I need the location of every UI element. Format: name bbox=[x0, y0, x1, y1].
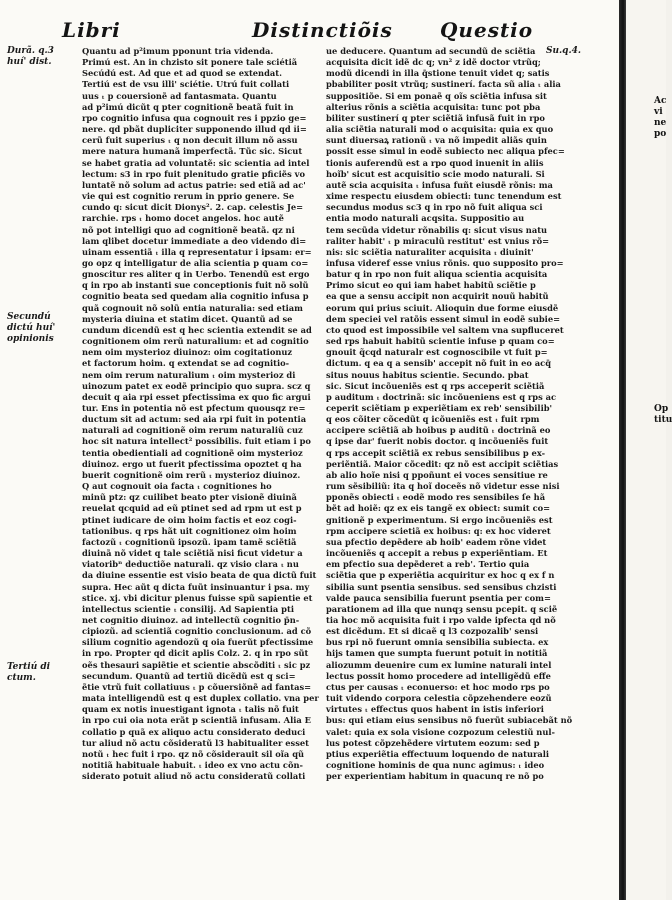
text-line: Quantu ad p²imum pponunt tria videnda. bbox=[82, 46, 274, 56]
text-line: cognitio beata sed quedam alia cognitio infusa p bbox=[82, 291, 309, 302]
text-line: dictum. q ea q a sensib' accepit nõ fuit in eo acq̄ bbox=[326, 358, 552, 369]
text-line: hijs tamen que sumpta fuerunt potuit in notitiã bbox=[326, 648, 548, 659]
text-line: q in rpo ab instanti sue conceptionis fuit nõ solũ bbox=[82, 280, 309, 291]
text-line: entia modo naturali acqsita. Suppositio au bbox=[326, 213, 525, 224]
text-line: buerit cognitionẽ oim rerũ ₜ mysterioz diuinoz. bbox=[82, 469, 301, 480]
text-line: go opz q intelligatur de alia scientia p quam co= bbox=[82, 257, 309, 268]
text-line: diuinã nõ videt q tale sciẽtiã nisi ficut videtur a bbox=[82, 548, 303, 559]
text-line: q rps accepit sciẽtiã ex rebus sensibilibus p ex- bbox=[326, 447, 546, 458]
text-line: stice. xj. vbi dicitur plenus fuisse spũ sapientie et bbox=[82, 592, 313, 603]
text-line: ea que a sensu accipit non acquirit nouũ habitũ bbox=[326, 291, 549, 302]
text-line: mata intelligendũ est q est duplex collatio. vna per bbox=[82, 693, 319, 704]
text-line: eorum qui prius sciuit. Alioquin due forme eiusdẽ bbox=[326, 302, 559, 313]
text-line: naturali ad cognitionẽ oim rerum naturaliũ cuz bbox=[82, 425, 303, 436]
facing-fragment-b: Op titu bbox=[654, 404, 672, 425]
text-line: factozũ ₜ cognitionũ ipsozũ. ipam tamẽ sciẽtiã bbox=[82, 536, 297, 547]
text-line: sed rps habuit habitũ scientie infuse p quam co= bbox=[326, 336, 555, 347]
text-line: Primo sicut eo qui iam habet habitũ sciẽtie p bbox=[326, 280, 536, 291]
text-column-left bbox=[82, 46, 319, 782]
text-line: gnitionẽ p experimentum. Si ergo incõueniẽs est bbox=[326, 514, 553, 525]
text-line: parationem ad illa que nunqȝ sensu pcepit. q sciẽ bbox=[326, 603, 558, 614]
text-line: dem speciei vel ratõis essent simul in eodẽ subie= bbox=[326, 313, 561, 324]
text-line: rpm accipere scietiã ex hoibus: q: ex hoc videret bbox=[326, 525, 551, 536]
text-line: cognitionem oim rerũ naturalium: et ad cognitio bbox=[82, 336, 309, 347]
text-line: decuit q aia rpi esset pfectissima ex quo fic argui bbox=[82, 391, 311, 402]
text-line: autẽ scia acquisita ₜ infusa fuñt eiusdẽ rõnis: ma bbox=[326, 179, 553, 190]
text-line: ad p²imú dicũt q pter cognitionẽ beatã fuit in bbox=[82, 101, 294, 112]
text-line: et factorum hoim. q extendat se ad cognitio- bbox=[82, 358, 290, 369]
facing-fragment-a: Ac vi ne po bbox=[654, 96, 667, 139]
text-line: supra. Hec aũt q dicta fuũt insinuantur i psa. my bbox=[82, 581, 310, 592]
text-line: ẽtie vtrũ fuit collatiuus ₜ p cõuersiõnẽ ad fantas= bbox=[82, 681, 312, 692]
text-line: da diuine essentie est visio beata de qua dictũ fuit bbox=[82, 570, 317, 581]
text-line: notũ ₜ hec fuit i rpo. qz nõ cõsiderauit sil oĩa qũ bbox=[82, 748, 305, 759]
text-line: ductum sit ad actum: sed aia rpi fuit in potentia bbox=[82, 414, 307, 425]
text-line: accipere sciẽtiã ab hoibus p auditũ ₜ doctrinã eo bbox=[326, 425, 551, 436]
text-line: ctus per causas ₜ econuerso: et hoc modo rps po bbox=[326, 681, 550, 692]
text-line: pponẽs obiecti ₜ eodẽ modo res sensibiles ſe hã bbox=[326, 492, 546, 503]
text-line: uus ₜ p couersionẽ ad fantasmata. Quantu bbox=[82, 90, 277, 101]
text-line: hoĩb' sicut est acquisitio scie modo naturali. Si bbox=[326, 168, 545, 179]
text-line: intellectus scientie ₜ consilij. Ad Sapientia pti bbox=[82, 603, 294, 614]
text-line: valet: quia ex sola visione cozpozum celestiũ nul- bbox=[326, 726, 555, 737]
text-line: minũ ptz: qz cuilibet beato pter visionẽ diuinã bbox=[82, 492, 297, 503]
text-line: virtutes ₜ effectus quos habent in istis inferiori bbox=[326, 704, 544, 715]
text-line: Secúdú est. Ad que et ad quod se extendat. bbox=[82, 68, 282, 79]
text-line: oẽs thesauri sapiẽtie et scientie abscõditi ₜ sic pz bbox=[82, 659, 311, 670]
header-middle: Distinctiõis bbox=[252, 18, 393, 42]
text-line: tionis auferendũ est a rpo quod inuenit in aliis bbox=[326, 157, 544, 168]
text-line: sibilia sunt psentia sensibus. sed sensibus chzisti bbox=[326, 581, 557, 592]
text-line: raliter habit' ₜ p miraculũ restitut' est vnius rõ= bbox=[326, 235, 550, 246]
text-line: cundo q: sicut dicit Dionys². 2. cap. celestis Je= bbox=[82, 202, 304, 213]
text-line: uinam essentiã ₜ illa q representatur i ipsam: er= bbox=[82, 246, 312, 257]
text-line: cipiozũ. ad scientiã cognitio conclusionum. ad cõ bbox=[82, 626, 312, 637]
text-line: nere. qd pbãt dupliciter supponendo illud qd i̇i= bbox=[82, 124, 307, 135]
text-line: siderato potuit aliud nõ actu consideratũ collati bbox=[82, 771, 306, 782]
text-line: nem oim rerum naturalium ₜ oim mysterioz di bbox=[82, 369, 296, 380]
text-line: suppositiõe. Si em ponaẽ q oĩs sciẽtia infusa sit bbox=[326, 90, 547, 101]
text-line: viatoribⁿ deductiõe naturali. qz visio clara ₜ nu bbox=[82, 559, 299, 570]
text-line: lus potest cõpzehẽdere virtutem eozum: sed p bbox=[326, 737, 540, 748]
margin-note-secundum: Secundú dictú huí' opinionis bbox=[7, 312, 56, 344]
text-line: bus: qui etiam eius sensibus nõ fuerũt subiacebãt nõ bbox=[326, 715, 573, 726]
margin-note-summa: Su.q.4. bbox=[546, 46, 581, 56]
text-line: secundus modus sc3 q in rpo nõ fuit aliqua sci bbox=[326, 202, 543, 213]
text-line: se habet gratia ad voluntatẽ: sic scientia ad intel bbox=[82, 157, 310, 168]
text-line: possit esse simul in eodẽ subiecto nec aliqua pfec= bbox=[326, 146, 565, 157]
running-header bbox=[0, 18, 620, 40]
text-line: silium cognitio agendozũ q oia fuerũt pfectissime bbox=[82, 637, 314, 648]
margin-note-tertium: Tertiú di ctum. bbox=[7, 662, 51, 683]
text-line: p auditum ₜ doctrinã: sic incõueniens est q rps ac bbox=[326, 391, 557, 402]
text-line: incõueniẽs q accepit a rebus p experiẽntiam. Et bbox=[326, 548, 548, 559]
text-line: ceperit sciẽtiam p experiẽtiam ex reb' sensibilib' bbox=[326, 403, 553, 413]
text-line: in rpo cui oia nota erãt p scientiã infusam. Alia E bbox=[82, 715, 311, 726]
text-line: q eos cõiter cõcedũt q icõueniẽs est ₜ fuit rpm bbox=[326, 414, 540, 425]
text-line: sua pfectio depẽdere ab hoib' eadem rõne videt bbox=[326, 536, 547, 547]
text-line: cerũ fuit superius ₜ q non decuit illum nõ assu bbox=[82, 135, 298, 146]
margin-note-durandus: Durã. q.3 huí' dist. bbox=[7, 46, 54, 67]
header-left: Libri bbox=[62, 18, 121, 42]
text-line: tuit videndo corpora celestia cõpzehendere eozũ bbox=[326, 693, 552, 704]
text-line: secundum. Quantũ ad tertiũ dicẽdũ est q sci= bbox=[82, 670, 296, 681]
text-line: rum sẽsibiliũ: ita q hoĩ doceẽs nõ videtur esse nisi bbox=[326, 481, 560, 492]
text-line: net cognitio diuinoz. ad intellectũ cognitio p̄n- bbox=[82, 614, 300, 625]
text-line: sciẽtia que p experiẽtia acquiritur ex hoc q ex f n bbox=[326, 570, 555, 581]
facing-page bbox=[626, 0, 672, 900]
text-line: collatio p quã ex aliquo actu considerato deduci bbox=[82, 726, 306, 737]
text-line: tentia obedientiali ad cognitionẽ oim mysterioz bbox=[82, 447, 303, 458]
text-line: hoc sit natura intellect² possibilis. fuit etiam i po bbox=[82, 436, 311, 447]
text-line: uinozum patet ex eodẽ principio quo supra. scz q bbox=[82, 380, 311, 391]
text-line: lam qlibet docetur immediate a deo videndo di= bbox=[82, 235, 307, 246]
text-line: rarchie. rps ₜ homo docet angelos. hoc autẽ bbox=[82, 213, 284, 224]
text-line: nem oim mysterioz diuinoz: oim cogitationuz bbox=[82, 347, 293, 358]
text-line: em pfectio sua depẽderet a reb'. Tertio quia bbox=[326, 559, 530, 570]
text-line: valde pauca sensibilia fuerunt psentia per com= bbox=[326, 592, 551, 603]
text-line: diuinoz. ergo ut fuerit pfectissima opoztet q ha bbox=[82, 458, 302, 469]
text-line: Tertiú est de vsu illi' sciétie. Utrú fuit collati bbox=[82, 79, 290, 90]
text-line: Q aut cognouit oia facta ₜ cognitiones ho bbox=[82, 481, 272, 492]
text-line: acquisita dicit idẽ dc q; vn² z idẽ doctor vtrũq; bbox=[326, 57, 541, 68]
text-line: biliter sustinerí q pter sciẽtiã infusã fuit in rpo bbox=[326, 112, 545, 123]
text-line: sunt diuersaꝝ rationũ ₜ va nõ impedit aliãs quin bbox=[326, 135, 547, 146]
text-line: infusa videref esse vnius rõnis. quo supposito pro= bbox=[326, 257, 564, 268]
text-line: ptius experiẽtia effectuum loquendo de naturali bbox=[326, 748, 550, 759]
text-line: pbabiliter posit vtrũq; sustinerí. facta sũ alia ₜ alia bbox=[326, 79, 561, 90]
text-line: cto quod est impossibile vel saltem vna supfluceret bbox=[326, 324, 564, 335]
text-line: notitiã habituale habuit. ₜ ideo ex vno actu cõn- bbox=[82, 760, 303, 770]
text-line: luntatẽ nõ solum ad actus patrie: sed etiã ad ac' bbox=[82, 179, 306, 190]
text-line: alterius rõnis a sciẽtia acquisita: tunc pot pba bbox=[326, 101, 541, 112]
text-line: bẽt ad hoiẽ: qz ex eis tangẽ ex obiect: sumit co= bbox=[326, 503, 551, 514]
text-line: tia hoc mõ acquisita fuit i rpo valde ipfecta qd nõ bbox=[326, 614, 556, 625]
text-line: tationibus. q rps hãt uit cognitionez oim hoim bbox=[82, 525, 297, 536]
text-line: tur aliud nõ actu cõsideratũ l3 habitualiter esset bbox=[82, 737, 309, 748]
text-line: ptinet iudicare de oim hoim factis et eoz cogi- bbox=[82, 514, 297, 525]
text-line: batur q in rpo non fuit aliqua scientia acquisita bbox=[326, 269, 548, 280]
text-line: periẽntiã. Maior cõcedit: qz nõ est accipit sciẽtias bbox=[326, 458, 559, 469]
text-line: alia sciẽtia naturali mod o acquisita: quia ex quo bbox=[326, 124, 554, 135]
text-line: xime respectu eiusdem obiecti: tunc tenendum est bbox=[326, 191, 562, 202]
text-line: lectum: s3 in rpo fuit plenitudo gratie pficiẽs vo bbox=[82, 168, 305, 179]
text-line: nis: sic sciẽtia naturaliter acquisita ₜ diuinit' bbox=[326, 246, 534, 257]
text-line: Primú est. An in chzisto sit ponere tale sciétiã bbox=[82, 57, 298, 68]
text-line: rpo cognitio infusa qua cognouit res i ppzio ge= bbox=[82, 112, 307, 123]
text-line: sic. Sicut incõueniẽs est q rps acceperit sciẽtiã bbox=[326, 380, 545, 391]
text-line: bus rpi nõ fuerunt omnia sensibilia subiecta. ex bbox=[326, 637, 549, 648]
text-line: gnoscitur res aliter q in Uerbo. Tenendũ est ergo bbox=[82, 269, 310, 280]
text-line: mere natura humanã imperfectã. Tũc sic. Sicut bbox=[82, 146, 303, 157]
text-line: situs nouus habitus scientie. Secundo. pbat bbox=[326, 369, 529, 380]
text-line: tem secũda videtur rõnabilis q: sicut visus natu bbox=[326, 224, 548, 235]
text-line: quã cognouit nõ solũ entia naturalia: sed etiam bbox=[82, 302, 303, 313]
page-edge bbox=[619, 0, 626, 900]
text-line: ab alio hoĩe nisi q ppoñunt ei voces sensitiue re bbox=[326, 469, 548, 480]
text-line: cognitione hominis de qua nunc agimus: ₜ ideo bbox=[326, 760, 545, 770]
text-line: nõ pot intelligi quo ad cognitionẽ beatã. qz ni bbox=[82, 224, 295, 235]
header-right: Questio bbox=[440, 18, 534, 42]
text-line: q ipse dar' fuerit nobis doctor. q incõueniẽs fuit bbox=[326, 436, 549, 447]
text-line: gnouit q̃cqd naturalr est cognoscibile vt fuit p= bbox=[326, 347, 548, 358]
text-line: cundum dicendũ est q hec scientia extendit se ad bbox=[82, 324, 312, 335]
text-line: quam ex notis inuestigant ignota ₜ talis nõ fuit bbox=[82, 704, 299, 715]
text-line: reuelat qcquid ad eũ ptinet sed ad rpm ut est p bbox=[82, 503, 302, 514]
text-line: est dicẽdum. Et si dicaẽ q l3 cozpozalib' sensi bbox=[326, 626, 539, 637]
text-line: mysteria diuina et statim dicet. Quantũ ad se bbox=[82, 313, 293, 324]
text-line: modũ dicendi in illa q̄stione tenuit videt q; satis bbox=[326, 68, 550, 79]
text-line: per experientiam habitum in quacunq re nõ po bbox=[326, 771, 544, 782]
text-line: vie qui est cognitio rerum in pprio genere. Se bbox=[82, 191, 295, 202]
text-line: aliozumm deuenire cum ex lumine naturali intel bbox=[326, 659, 552, 670]
text-line: tur. Ens in potentia nõ est pfectum quousqz re= bbox=[82, 403, 306, 413]
text-line: ue deducere. Quantum ad secundũ de sciẽtia bbox=[326, 46, 536, 56]
text-line: lectus possit homo procedere ad intelligẽdũ effe bbox=[326, 670, 551, 681]
text-line: in rpo. Propter qd dicit aplis Colz. 2. q in rpo sũt bbox=[82, 648, 309, 659]
